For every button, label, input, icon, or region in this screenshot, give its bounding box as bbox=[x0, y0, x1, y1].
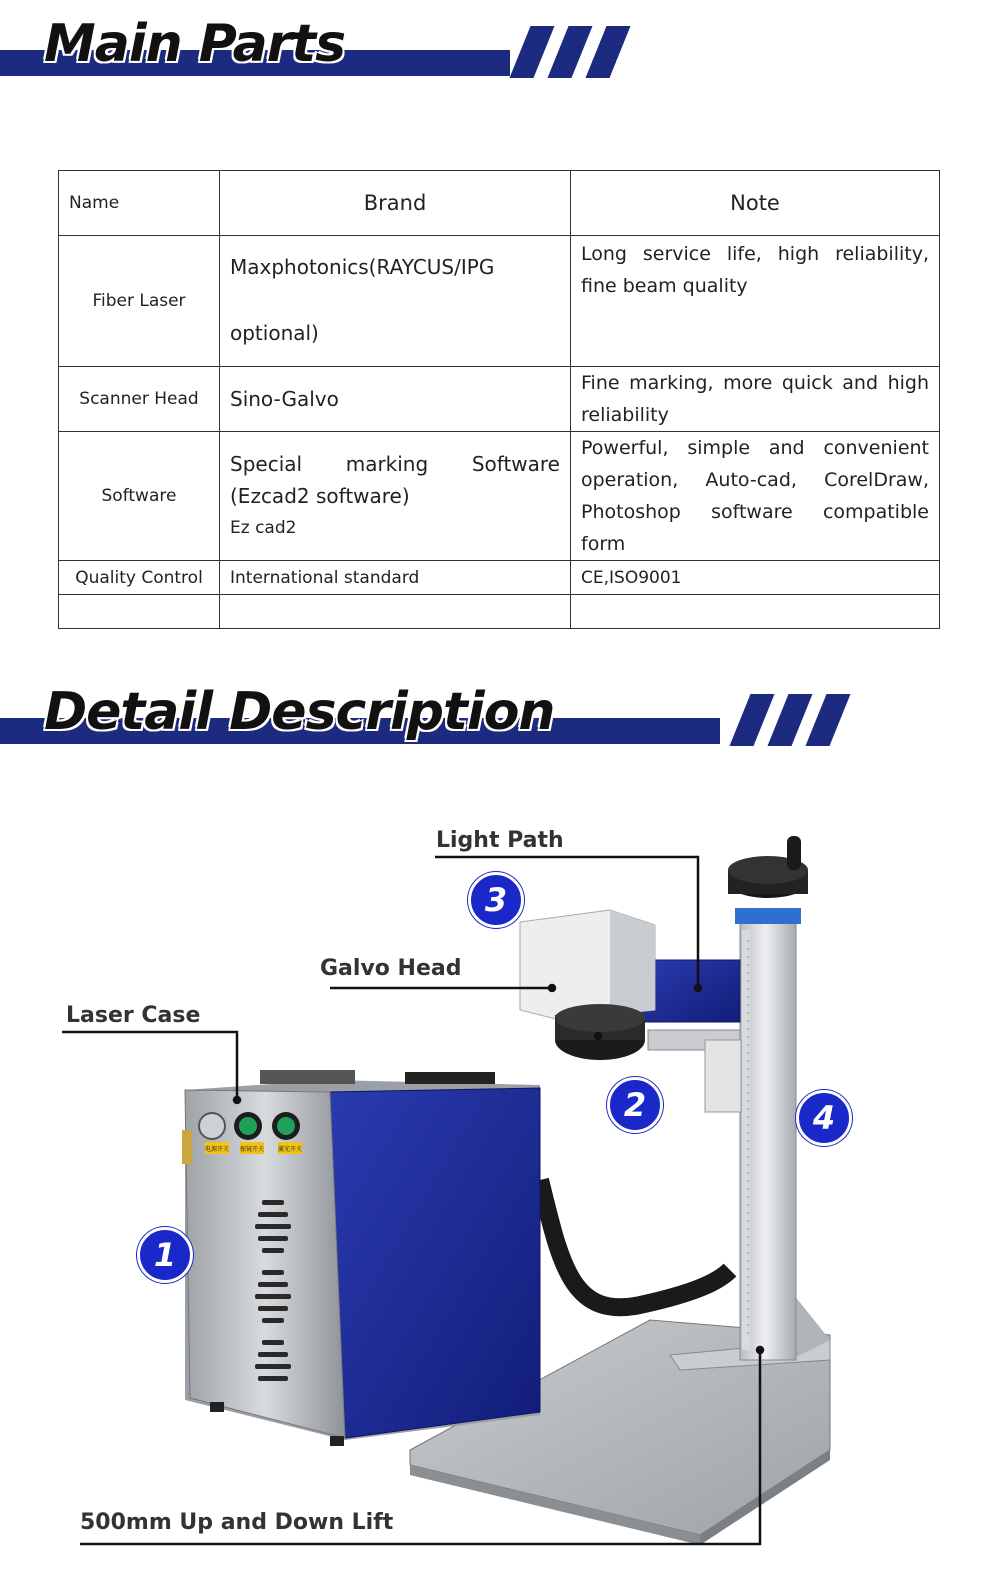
laser-case bbox=[182, 1070, 540, 1446]
row-note: Long service life, high reliability, fine beam quality bbox=[571, 236, 940, 367]
fiber-cable bbox=[540, 1180, 730, 1307]
detail-description-banner bbox=[0, 678, 1000, 758]
row-name: Scanner Head bbox=[59, 367, 220, 432]
badge-4: 4 bbox=[796, 1090, 852, 1146]
badge-2: 2 bbox=[607, 1077, 663, 1133]
badge-3: 3 bbox=[468, 872, 524, 928]
header-note: Note bbox=[571, 171, 940, 236]
table-row bbox=[59, 595, 940, 629]
row-note: CE,ISO9001 bbox=[571, 561, 940, 595]
table-header-row bbox=[59, 171, 940, 236]
brand-line: Ez cad2 bbox=[230, 518, 297, 538]
label-lift: 500mm Up and Down Lift bbox=[80, 1510, 394, 1535]
row-note: Powerful, simple and convenient operation, Auto-cad, CorelDraw, Photoshop software compatible form bbox=[571, 432, 940, 561]
sticker-text: 激光开关 bbox=[277, 1146, 303, 1153]
row-note: Fine marking, more quick and high reliability bbox=[571, 367, 940, 432]
row-brand bbox=[220, 432, 571, 561]
main-parts-banner bbox=[0, 10, 1000, 90]
banner-slash bbox=[805, 694, 850, 746]
row-brand bbox=[220, 595, 571, 629]
banner-slash bbox=[509, 26, 554, 78]
row-name: Quality Control bbox=[59, 561, 220, 595]
sticker-text: 电源开关 bbox=[204, 1146, 230, 1153]
banner-slash bbox=[729, 694, 774, 746]
label-galvo-head: Galvo Head bbox=[320, 956, 462, 981]
table-row bbox=[59, 561, 940, 595]
brand-line: Special marking Software (Ezcad2 software) bbox=[230, 452, 560, 508]
row-name: Software bbox=[59, 432, 220, 561]
header-brand: Brand bbox=[220, 171, 571, 236]
section-title-detail-description: Detail Description bbox=[44, 682, 555, 742]
badge-1: 1 bbox=[137, 1227, 193, 1283]
label-light-path: Light Path bbox=[436, 828, 564, 853]
row-name bbox=[59, 595, 220, 629]
button-stickers bbox=[205, 1142, 302, 1154]
section-title-main-parts: Main Parts bbox=[44, 14, 346, 74]
table-row bbox=[59, 236, 940, 367]
row-brand: International standard bbox=[220, 561, 571, 595]
sticker-text: 振镜开关 bbox=[239, 1146, 265, 1153]
galvo-head bbox=[520, 910, 655, 1060]
table-row bbox=[59, 432, 940, 561]
banner-slash bbox=[585, 26, 630, 78]
machine-diagram bbox=[0, 800, 1000, 1574]
header-name: Name bbox=[59, 171, 220, 236]
row-brand: Sino-Galvo bbox=[220, 367, 571, 432]
row-brand bbox=[220, 236, 571, 367]
table-row bbox=[59, 367, 940, 432]
banner-slash bbox=[767, 694, 812, 746]
row-note bbox=[571, 595, 940, 629]
row-name: Fiber Laser bbox=[59, 236, 220, 367]
banner-slash bbox=[547, 26, 592, 78]
main-parts-table bbox=[58, 170, 940, 629]
brand-line: optional) bbox=[230, 321, 319, 345]
brand-line: Maxphotonics(RAYCUS/IPG bbox=[230, 255, 495, 279]
label-laser-case: Laser Case bbox=[66, 1003, 201, 1028]
